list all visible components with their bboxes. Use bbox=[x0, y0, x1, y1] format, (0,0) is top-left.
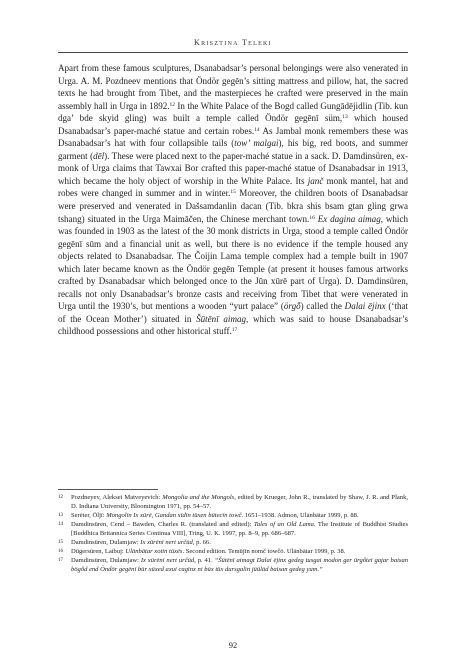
footnote-title: Mongolia and the Mongols bbox=[162, 494, 235, 501]
body-paragraph bbox=[58, 62, 408, 338]
footnote-number: 14 bbox=[58, 522, 63, 528]
footnote-ref[interactable]: 16 bbox=[309, 214, 315, 221]
text-segment: , which was said to house Dsanabadsar’s childhood possessions and other historical stuff. bbox=[58, 313, 408, 337]
text-segment: As Jambal monk remembers these was Dsanabadsar’s hat with four collapsible tails ( bbox=[58, 125, 408, 149]
footnote-ref[interactable]: 17 bbox=[231, 327, 238, 334]
italic-term: dēl bbox=[93, 150, 105, 161]
italic-term: örgȫ bbox=[283, 301, 301, 312]
footnote-title: Ix xürēnī nert určūd bbox=[140, 557, 195, 565]
footnote-text bbox=[71, 538, 408, 547]
footnote-segment: Damdinsüren, Dulamjaw: bbox=[71, 539, 141, 547]
footnote-number: 15 bbox=[58, 540, 63, 546]
footnote-15 bbox=[58, 538, 408, 547]
footnote-14 bbox=[58, 520, 408, 538]
text-segment: monk mantel, hat and robes were changed in summer and in winter. bbox=[58, 175, 408, 199]
footnote-segment: , edited by Krueger, John R., translated by Shaw, J. R. and Plank, D. Indiana University, Bloomington 1971, pp. 54–57. bbox=[71, 494, 408, 511]
footnote-segment: . 1651–1938. Admon, Ulānbātar 1999, p. 88. bbox=[241, 512, 359, 520]
footnote-segment: , p. 66. bbox=[192, 539, 211, 547]
italic-term: tow’ malgai bbox=[234, 138, 279, 149]
footnote-segment: Damdinsüren, Cend – Bawden, Charles R. (translated and edited): bbox=[71, 521, 254, 529]
italic-term: Ex dagina aimag bbox=[317, 213, 381, 224]
footnote-number: 12 bbox=[58, 495, 63, 500]
footnote-rule bbox=[58, 489, 158, 490]
footnote-text bbox=[71, 520, 408, 538]
footnote-ref[interactable]: 13 bbox=[342, 114, 348, 121]
main-paragraph bbox=[58, 62, 408, 338]
footnote-segment: Pozdneyev, Aleksei Matveyevich: bbox=[71, 494, 163, 501]
text-segment: ) called the bbox=[300, 301, 345, 312]
header-rule bbox=[58, 52, 408, 53]
footnote-text bbox=[71, 547, 408, 556]
text-segment: Apart from these famous sculptures, Dsanabadsar’s personal belongings were also venerated in Urga. A. M. Pozdneev mentions that Öndör gegēn’s sitting mattress and pillow, hat, the sacred texts he had brought from Tibet, and the masterpieces he crafted were preserved in the main assembly hall in Urga in 1892. bbox=[58, 63, 408, 111]
text-segment: ). These were placed next to the paper-maché statue in a sack. D. Damdinsüren, ex-monk of Urga claims that Tawxai Bor crafted this paper-maché statue of Dsanabadsar in 1913, which became the holy object of worship in the White Palace. Its bbox=[58, 150, 408, 186]
footnote-segment: Dügersüren, Laibuj: bbox=[71, 548, 126, 556]
footnote-title: Mongolīn Ix xürē, Gandan xīdīn tüxen būtecīn towč bbox=[106, 512, 242, 520]
text-segment: ), his big, red boots, and summer garment ( bbox=[58, 138, 408, 161]
footnote-ref[interactable]: 12 bbox=[169, 101, 176, 108]
footnote-segment: . The Institute of Buddhist Studies [Buddhica Britannica Series Continua VIII], Tring, U. K. 1997, pp. 8–9, pp. 686–687. bbox=[71, 521, 409, 538]
italic-term: Dalai ējinx bbox=[344, 301, 386, 312]
footnote-text bbox=[71, 511, 408, 520]
footnote-17 bbox=[58, 556, 408, 574]
footnote-13 bbox=[58, 511, 408, 520]
text-segment: Moreover, the children boots of Dsanabadsar were preserved and venerated in Dašsamdanlin dacan (Tib. bkra shis bsam gtan gling grwa tshang) situated in the Urga Maimāčen, the Chinese merchant town. bbox=[58, 188, 408, 224]
footnote-16 bbox=[58, 547, 408, 556]
italic-term: Šūtēnī aimag bbox=[196, 313, 247, 324]
italic-term: janč bbox=[307, 175, 324, 186]
footnote-segment: Damdinsüren, Dulamjaw: bbox=[71, 557, 141, 565]
text-segment: In the White Palace of the Bogd called Gungādējidlin (Tib. kun dga’ bde skyid gling) was built a temple called Öndör gegēnī süm, bbox=[58, 100, 409, 124]
footnote-text bbox=[71, 556, 408, 574]
page-number: 92 bbox=[228, 640, 238, 650]
footnote-text bbox=[71, 493, 408, 511]
footnote-segment: Serēter, Öljī: bbox=[71, 512, 107, 520]
text-segment: (‘that of the Ocean Mother’) situated in bbox=[58, 301, 409, 324]
footnote-segment: . Second edition. Temüjīn nomč towčō. Ulānbātar 1999, p. 38. bbox=[182, 548, 346, 556]
footnote-title: Ulānbātar xotīn tüxēs bbox=[125, 548, 183, 556]
footnote-quote: “Šūtēnī aimagt Dalai ējinx gedeg tusgai modon ger ürgȫtei gajar baisan bögȫd end Öndör gegēnī bür xüxed axui cagīnx ni būx tüx dursgalīn jüülād baisan gedeg yum.” bbox=[71, 557, 409, 574]
footnote-number: 17 bbox=[58, 558, 63, 564]
footnote-ref[interactable]: 14 bbox=[254, 126, 260, 133]
footnote-ref[interactable]: 15 bbox=[230, 189, 236, 196]
text-segment: which housed Dsanabadsar’s paper-maché statue and certain robes. bbox=[58, 113, 408, 136]
footnote-title: Ix xürēnī nert určūd bbox=[140, 539, 193, 547]
footnote-number: 16 bbox=[58, 549, 63, 555]
footnotes bbox=[58, 493, 408, 574]
footnote-12 bbox=[58, 493, 408, 511]
text-segment: , which was founded in 1903 as the latest of the 30 monk districts in Urga, stood a temple called Öndör gegēnī sūm and a financial unit as well, but there is no evidence if the temple housed any objects related to Dsanabadsar. The Čoijin Lama temple complex had a temple built in 1907 which later became known as the Öndör gegēn Temple (at present it houses famous artworks crafted by Dsanabadsar which belonged once to the Jūn xūrē part of Urga). D. Damdinsüren, recalls not only Dsanabadsar’s bronze casts and receiving from Tibet that were venerated in Urga until the 1930’s, but mentions a wooden “yurt palace” ( bbox=[58, 213, 408, 312]
footnote-title: Tales of an Old Lama bbox=[253, 521, 314, 529]
footnote-number: 13 bbox=[58, 513, 63, 519]
footnote-segment: , p. 41. bbox=[194, 557, 215, 565]
running-head: Krisztina Teleki bbox=[194, 38, 272, 47]
